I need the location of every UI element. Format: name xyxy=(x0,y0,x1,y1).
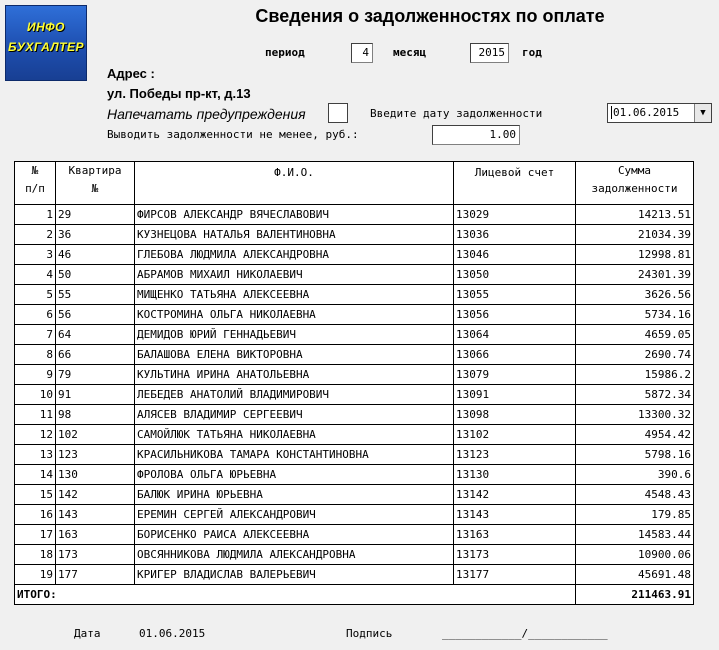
row-account: 13123 xyxy=(454,445,576,465)
table-row xyxy=(15,265,694,285)
min-debt-label: Выводить задолженности не менее, руб.: xyxy=(107,128,359,141)
row-num: 5 xyxy=(15,285,56,305)
row-num: 16 xyxy=(15,505,56,525)
row-num: 8 xyxy=(15,345,56,365)
row-account: 13173 xyxy=(454,545,576,565)
row-account: 13177 xyxy=(454,565,576,585)
row-account: 13098 xyxy=(454,405,576,425)
row-sum: 2690.74 xyxy=(576,345,694,365)
row-sum: 4548.43 xyxy=(576,485,694,505)
row-num: 6 xyxy=(15,305,56,325)
row-sum: 3626.56 xyxy=(576,285,694,305)
row-fio: КОСТРОМИНА ОЛЬГА НИКОЛАЕВНА xyxy=(135,305,454,325)
row-account: 13056 xyxy=(454,305,576,325)
row-sum: 15986.2 xyxy=(576,365,694,385)
row-sum: 21034.39 xyxy=(576,225,694,245)
table-row xyxy=(15,325,694,345)
table-row xyxy=(15,545,694,565)
row-fio: КРАСИЛЬНИКОВА ТАМАРА КОНСТАНТИНОВНА xyxy=(135,445,454,465)
footer-signature-line: ____________/____________ xyxy=(442,627,608,640)
row-sum: 14213.51 xyxy=(576,205,694,225)
row-num: 17 xyxy=(15,525,56,545)
row-num: 10 xyxy=(15,385,56,405)
row-account: 13050 xyxy=(454,265,576,285)
row-apartment: 142 xyxy=(56,485,135,505)
debt-date-picker[interactable] xyxy=(607,103,712,123)
row-sum: 14583.44 xyxy=(576,525,694,545)
table-row xyxy=(15,285,694,305)
col-header-fio: Ф.И.О. xyxy=(135,162,454,205)
row-sum: 4659.05 xyxy=(576,325,694,345)
row-fio: ФИРСОВ АЛЕКСАНДР ВЯЧЕСЛАВОВИЧ xyxy=(135,205,454,225)
row-apartment: 91 xyxy=(56,385,135,405)
col-header-sum xyxy=(576,162,694,205)
row-sum: 12998.81 xyxy=(576,245,694,265)
debt-date-label: Введите дату задолженности xyxy=(370,107,543,120)
table-row xyxy=(15,385,694,405)
row-fio: ОВСЯННИКОВА ЛЮДМИЛА АЛЕКСАНДРОВНА xyxy=(135,545,454,565)
footer-date-value: 01.06.2015 xyxy=(139,627,206,640)
table-row xyxy=(15,445,694,465)
table-row xyxy=(15,345,694,365)
row-sum: 5798.16 xyxy=(576,445,694,465)
row-sum: 4954.42 xyxy=(576,425,694,445)
row-num: 18 xyxy=(15,545,56,565)
row-apartment: 123 xyxy=(56,445,135,465)
row-apartment: 163 xyxy=(56,525,135,545)
row-num: 19 xyxy=(15,565,56,585)
table-row xyxy=(15,425,694,445)
row-account: 13079 xyxy=(454,365,576,385)
total-label: ИТОГО: xyxy=(15,585,576,605)
table-row xyxy=(15,525,694,545)
table-row xyxy=(15,485,694,505)
row-account: 13029 xyxy=(454,205,576,225)
col-header-sum-line2: задолженности xyxy=(591,182,678,195)
total-row xyxy=(15,585,694,605)
row-fio: МИЩЕНКО ТАТЬЯНА АЛЕКСЕЕВНА xyxy=(135,285,454,305)
footer-signature-label: Подпись xyxy=(346,627,393,640)
table-header-row xyxy=(15,162,694,205)
row-apartment: 79 xyxy=(56,365,135,385)
total-value: 211463.91 xyxy=(576,585,694,605)
col-header-num-line2: п/п xyxy=(25,182,45,195)
row-account: 13091 xyxy=(454,385,576,405)
address-value: ул. Победы пр-кт, д.13 xyxy=(107,86,251,101)
col-header-num xyxy=(15,162,56,205)
print-warnings-checkbox[interactable] xyxy=(328,103,348,123)
row-apartment: 102 xyxy=(56,425,135,445)
row-fio: БОРИСЕНКО РАИСА АЛЕКСЕЕВНА xyxy=(135,525,454,545)
row-account: 13036 xyxy=(454,225,576,245)
table-row xyxy=(15,365,694,385)
logo-line2: БУХГАЛТЕР xyxy=(8,40,84,54)
row-fio: САМОЙЛЮК ТАТЬЯНА НИКОЛАЕВНА xyxy=(135,425,454,445)
row-fio: ФРОЛОВА ОЛЬГА ЮРЬЕВНА xyxy=(135,465,454,485)
row-apartment: 143 xyxy=(56,505,135,525)
table-row xyxy=(15,205,694,225)
year-input[interactable]: 2015 xyxy=(470,43,509,63)
row-apartment: 36 xyxy=(56,225,135,245)
col-header-num-line1: № xyxy=(31,164,39,177)
row-fio: АБРАМОВ МИХАИЛ НИКОЛАЕВИЧ xyxy=(135,265,454,285)
table-row xyxy=(15,505,694,525)
row-num: 4 xyxy=(15,265,56,285)
row-fio: ДЕМИДОВ ЮРИЙ ГЕННАДЬЕВИЧ xyxy=(135,325,454,345)
page-title: Сведения о задолженностях по оплате xyxy=(255,6,605,26)
row-account: 13064 xyxy=(454,325,576,345)
logo-line1: ИНФО xyxy=(27,20,65,34)
row-apartment: 98 xyxy=(56,405,135,425)
row-fio: БАЛАШОВА ЕЛЕНА ВИКТОРОВНА xyxy=(135,345,454,365)
row-num: 13 xyxy=(15,445,56,465)
footer-date-label: Дата xyxy=(74,627,101,640)
row-num: 11 xyxy=(15,405,56,425)
table-row xyxy=(15,405,694,425)
row-fio: ЕРЕМИН СЕРГЕЙ АЛЕКСАНДРОВИЧ xyxy=(135,505,454,525)
row-fio: ГЛЕБОВА ЛЮДМИЛА АЛЕКСАНДРОВНА xyxy=(135,245,454,265)
row-num: 15 xyxy=(15,485,56,505)
debts-table xyxy=(14,161,694,605)
row-apartment: 66 xyxy=(56,345,135,365)
row-sum: 5734.16 xyxy=(576,305,694,325)
table-row xyxy=(15,245,694,265)
row-num: 9 xyxy=(15,365,56,385)
row-num: 2 xyxy=(15,225,56,245)
row-sum: 24301.39 xyxy=(576,265,694,285)
row-sum: 45691.48 xyxy=(576,565,694,585)
row-apartment: 130 xyxy=(56,465,135,485)
col-header-apartment xyxy=(56,162,135,205)
month-label: месяц xyxy=(393,46,427,59)
year-label: год xyxy=(522,46,542,59)
row-sum: 10900.06 xyxy=(576,545,694,565)
row-apartment: 46 xyxy=(56,245,135,265)
row-account: 13046 xyxy=(454,245,576,265)
row-apartment: 173 xyxy=(56,545,135,565)
row-fio: БАЛЮК ИРИНА ЮРЬЕВНА xyxy=(135,485,454,505)
row-apartment: 177 xyxy=(56,565,135,585)
row-fio: АЛЯСЕВ ВЛАДИМИР СЕРГЕЕВИЧ xyxy=(135,405,454,425)
col-header-account: Лицевой счет xyxy=(454,162,576,205)
row-apartment: 50 xyxy=(56,265,135,285)
period-input[interactable]: 4 xyxy=(351,43,373,63)
row-sum: 13300.32 xyxy=(576,405,694,425)
row-fio: КРИГЕР ВЛАДИСЛАВ ВАЛЕРЬЕВИЧ xyxy=(135,565,454,585)
min-debt-input[interactable]: 1.00 xyxy=(432,125,520,145)
row-sum: 5872.34 xyxy=(576,385,694,405)
col-header-sum-line1: Сумма xyxy=(617,164,652,177)
table-row xyxy=(15,565,694,585)
row-num: 14 xyxy=(15,465,56,485)
app-logo xyxy=(5,5,87,81)
print-warnings-label: Напечатать предупреждения xyxy=(107,106,306,122)
dropdown-arrow-icon[interactable]: ▼ xyxy=(694,104,711,122)
table-row xyxy=(15,225,694,245)
row-account: 13130 xyxy=(454,465,576,485)
debt-date-value: 01.06.2015 xyxy=(613,106,680,119)
table-row xyxy=(15,465,694,485)
row-account: 13143 xyxy=(454,505,576,525)
row-num: 7 xyxy=(15,325,56,345)
row-num: 3 xyxy=(15,245,56,265)
row-sum: 179.85 xyxy=(576,505,694,525)
row-apartment: 56 xyxy=(56,305,135,325)
table-row xyxy=(15,305,694,325)
row-fio: КУЛЬТИНА ИРИНА АНАТОЛЬЕВНА xyxy=(135,365,454,385)
row-account: 13055 xyxy=(454,285,576,305)
row-account: 13142 xyxy=(454,485,576,505)
address-label: Адрес : xyxy=(107,66,155,81)
row-account: 13102 xyxy=(454,425,576,445)
period-label: период xyxy=(265,46,305,59)
row-apartment: 29 xyxy=(56,205,135,225)
row-apartment: 64 xyxy=(56,325,135,345)
row-sum: 390.6 xyxy=(576,465,694,485)
row-fio: ЛЕБЕДЕВ АНАТОЛИЙ ВЛАДИМИРОВИЧ xyxy=(135,385,454,405)
row-account: 13066 xyxy=(454,345,576,365)
col-header-apartment-line2: № xyxy=(91,182,99,195)
col-header-apartment-line1: Квартира xyxy=(68,164,122,177)
row-fio: КУЗНЕЦОВА НАТАЛЬЯ ВАЛЕНТИНОВНА xyxy=(135,225,454,245)
row-num: 1 xyxy=(15,205,56,225)
row-account: 13163 xyxy=(454,525,576,545)
row-apartment: 55 xyxy=(56,285,135,305)
row-num: 12 xyxy=(15,425,56,445)
